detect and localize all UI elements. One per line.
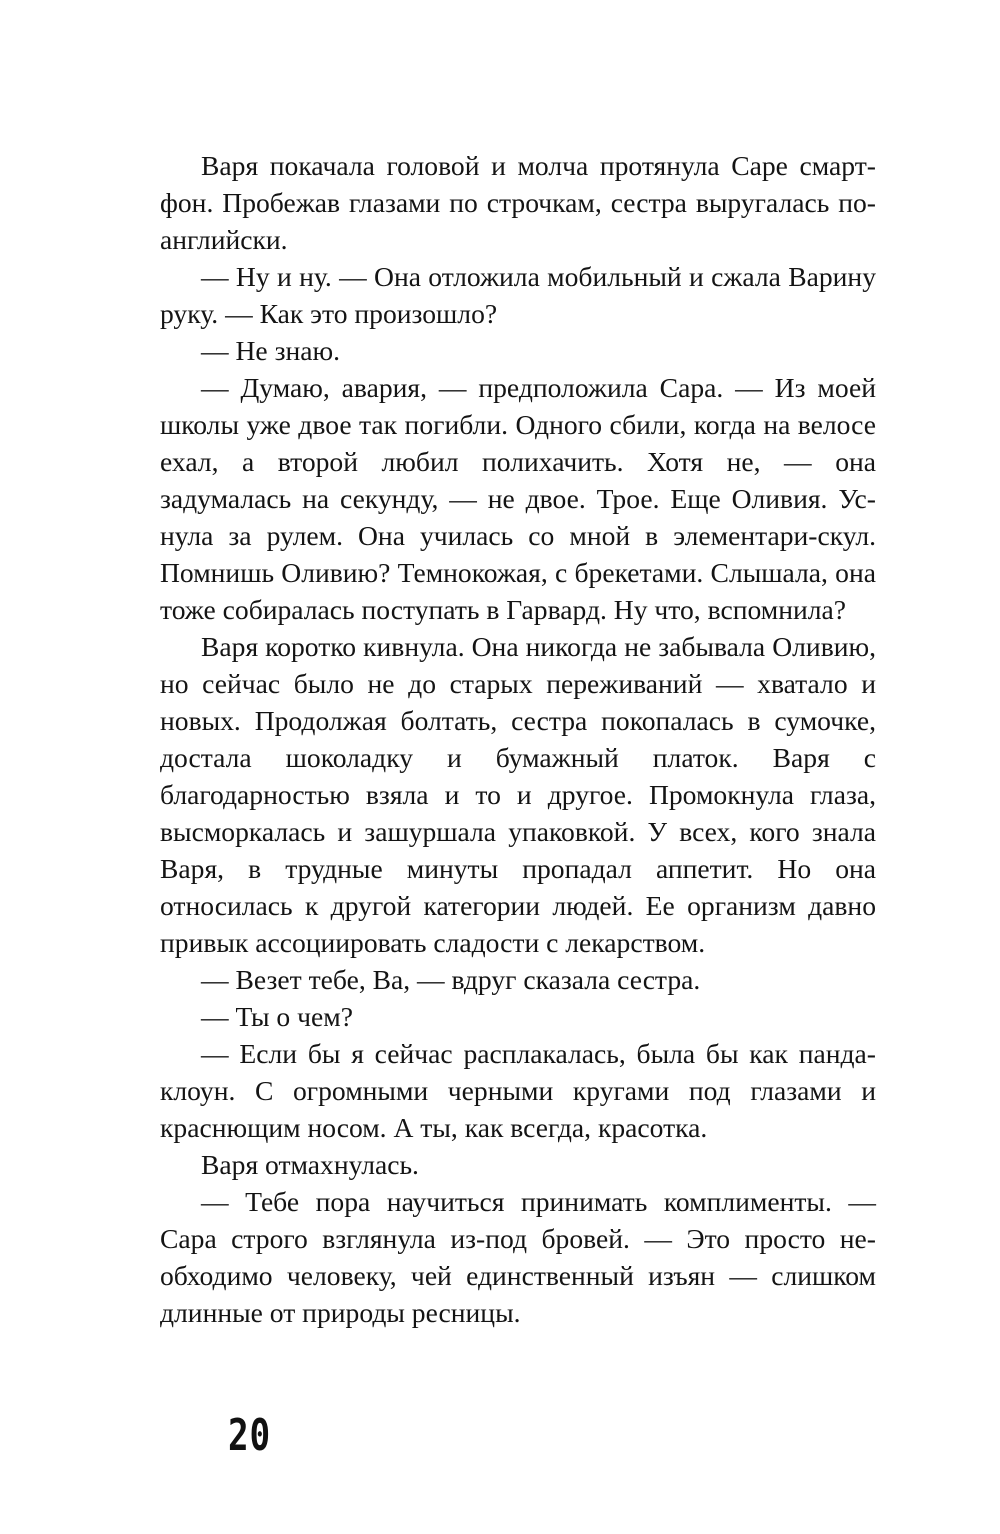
paragraph: — Тебе пора научиться принимать комплименты. — Сара строго взглянула из-под бровей. — Это просто необходимо человеку, чей единственный изъян — слишком длинные от природы ресницы.	[160, 1186, 876, 1328]
paragraph: Варя покачала головой и молча протянула Саре смартфон. Пробежав глазами по строчкам, сестра выругалась по-английски.	[160, 150, 876, 255]
paragraph: — Везет тебе, Ва, — вдруг сказала сестра.	[201, 964, 701, 995]
paragraph: — Ты о чем?	[201, 1001, 353, 1032]
paragraph: — Думаю, авария, — предположила Сара. — Из моей школы уже двое так погибли. Одного сбили, когда на велосе ехал, а второй любил полихачить. Хотя не, — она задумалась на секунду, — не двое. Трое. Еще Оливия. Уснула за рулем. Она училась со мной в элементари-скул. Помнишь Оливию? Темнокожая, с брекетами. Слышала, она тоже собиралась поступать в Гарвард. Ну что, вспомнила?	[160, 372, 876, 625]
paragraph: — Ну и ну. — Она отложила мобильный и сжала Варину руку. — Как это произошло?	[160, 261, 876, 329]
paragraph: — Если бы я сейчас расплакалась, была бы как панда-клоун. С огромными черными кругами под глазами и краснющим носом. А ты, как всегда, красотка.	[160, 1038, 876, 1143]
paragraph: Варя коротко кивнула. Она никогда не забывала Оливию, но сейчас было не до старых переживаний — хватало и новых. Продолжая болтать, сестра покопалась в сумочке, достала шоколадку и бумажный платок. Варя с благодарностью взяла и то и другое. Промокнула глаза, высморкалась и зашуршала упаковкой. У всех, кого знала Варя, в трудные минуты пропадал аппетит. Но она относилась к другой категории людей. Ее организм давно привык ассоциировать сладости с лекарством.	[160, 631, 876, 958]
paragraph: — Не знаю.	[201, 335, 340, 366]
page-number: 20	[228, 1410, 271, 1461]
paragraph: Варя отмахнулась.	[201, 1149, 419, 1180]
body-text	[160, 147, 876, 1331]
